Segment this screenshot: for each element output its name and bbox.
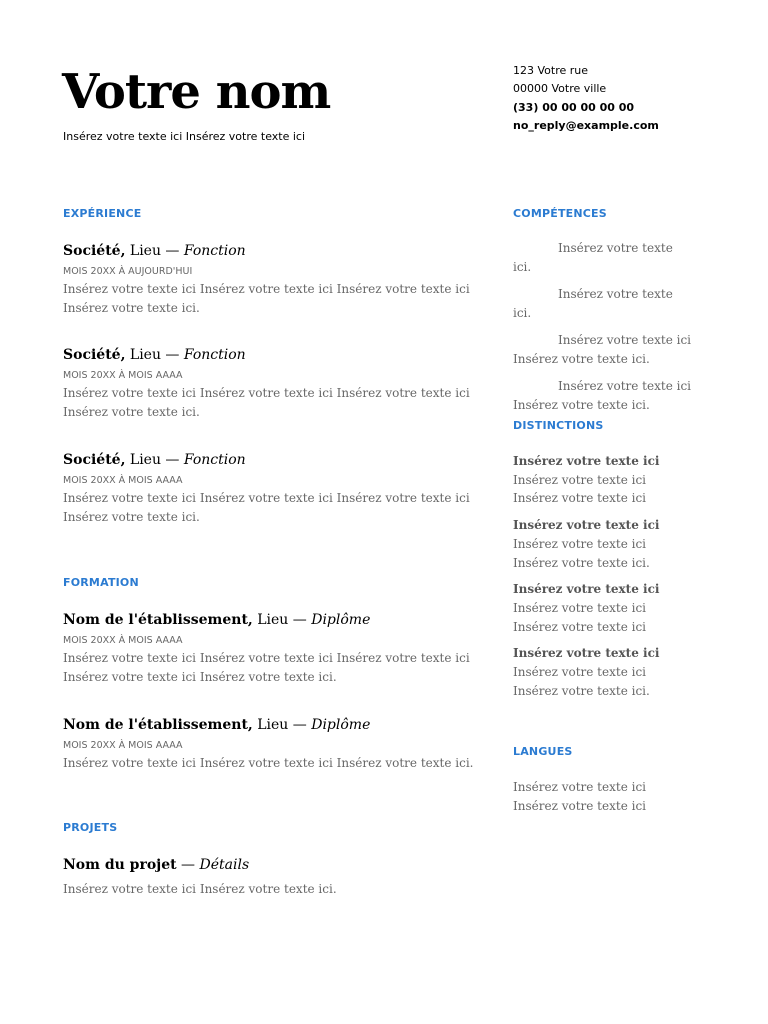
entry-place: Lieu —: [125, 243, 184, 259]
contact-phone: (33) 00 00 00 00 00: [513, 100, 635, 114]
section-heading-awards: DISTINCTIONS: [513, 419, 604, 432]
education-entry: [63, 715, 483, 773]
job-role: Fonction: [183, 243, 246, 259]
award-item: [513, 580, 688, 636]
job-role: Fonction: [183, 347, 246, 363]
awards-list: [513, 452, 688, 708]
contact-email: no_reply@example.com: [513, 119, 659, 133]
award-title: Insérez votre texte ici: [513, 646, 660, 661]
entry-description: Insérez votre texte ici Insérez votre texte ici Insérez votre texte ici Insérez votre texte ici.: [63, 282, 470, 315]
experience-entry: [63, 450, 483, 527]
contact-block: [513, 62, 659, 136]
entry-title: [63, 855, 483, 875]
skills-list: [513, 239, 693, 423]
resume-tagline: Insérez votre texte ici Insérez votre texte ici: [63, 130, 306, 143]
school-name: Nom de l'établissement,: [63, 717, 253, 733]
skill-item: Insérez votre texte ici.: [513, 241, 673, 274]
award-text: Insérez votre texte ici Insérez votre texte ici: [513, 600, 647, 634]
entry-dates: MOIS 20XX À MOIS AAAA: [63, 740, 183, 751]
company-name: Société,: [63, 452, 126, 468]
entry-dates: MOIS 20XX À MOIS AAAA: [63, 475, 183, 486]
languages-block: [513, 778, 688, 816]
award-text: Insérez votre texte ici Insérez votre texte ici.: [513, 536, 650, 570]
entry-description: Insérez votre texte ici Insérez votre texte ici Insérez votre texte ici Insérez votre texte ici.: [63, 386, 470, 419]
entry-description: Insérez votre texte ici Insérez votre texte ici.: [63, 882, 337, 896]
entry-title: [63, 610, 483, 630]
skill-item: Insérez votre texte ici Insérez votre texte ici.: [513, 379, 692, 412]
entry-description: Insérez votre texte ici Insérez votre texte ici Insérez votre texte ici Insérez votre texte ici Insérez votre texte ici.: [63, 651, 470, 684]
award-title: Insérez votre texte ici: [513, 582, 660, 597]
award-item: [513, 452, 688, 508]
experience-entry: [63, 345, 483, 422]
company-name: Société,: [63, 347, 126, 363]
job-role: Fonction: [183, 452, 246, 468]
education-entry: [63, 610, 483, 687]
award-title: Insérez votre texte ici: [513, 518, 660, 533]
entry-dates: MOIS 20XX À MOIS AAAA: [63, 370, 183, 381]
degree-name: Diplôme: [311, 717, 371, 733]
section-heading-skills: COMPÉTENCES: [513, 207, 607, 220]
entry-title: [63, 450, 483, 470]
resume-name: Votre nom: [62, 64, 331, 120]
company-name: Société,: [63, 243, 126, 259]
school-name: Nom de l'établissement,: [63, 612, 253, 628]
award-item: [513, 516, 688, 572]
award-text: Insérez votre texte ici Insérez votre texte ici.: [513, 665, 650, 698]
contact-street: 123 Votre rue: [513, 64, 589, 77]
skill-item: Insérez votre texte ici Insérez votre texte ici.: [513, 333, 692, 366]
entry-place: Lieu —: [125, 347, 184, 363]
entry-dates: MOIS 20XX À MOIS AAAA: [63, 635, 183, 646]
entry-title: [63, 241, 483, 261]
section-heading-experience: EXPÉRIENCE: [63, 207, 142, 220]
contact-city: 00000 Votre ville: [513, 82, 607, 96]
entry-description: Insérez votre texte ici Insérez votre texte ici Insérez votre texte ici Insérez votre texte ici.: [63, 491, 470, 524]
entry-place: Lieu —: [252, 612, 312, 628]
section-heading-languages: LANGUES: [513, 745, 573, 758]
project-entry: [63, 855, 483, 899]
award-item: [513, 644, 688, 700]
award-title: Insérez votre texte ici: [513, 454, 660, 468]
languages-text: Insérez votre texte ici Insérez votre texte ici: [513, 780, 647, 813]
section-heading-projects: PROJETS: [63, 821, 118, 834]
entry-dates: MOIS 20XX À AUJOURD'HUI: [63, 266, 193, 277]
section-heading-education: FORMATION: [63, 576, 139, 589]
entry-title: [63, 715, 483, 735]
project-name: Nom du projet: [63, 857, 177, 873]
skill-item: Insérez votre texte ici.: [513, 287, 673, 320]
entry-place: Lieu —: [252, 717, 312, 733]
entry-separator: —: [176, 857, 200, 873]
project-details: Détails: [199, 857, 250, 873]
entry-place: Lieu —: [125, 452, 184, 468]
entry-title: [63, 345, 483, 365]
experience-entry: [63, 241, 483, 318]
entry-description: Insérez votre texte ici Insérez votre texte ici Insérez votre texte ici.: [63, 756, 474, 770]
award-text: Insérez votre texte ici Insérez votre texte ici: [513, 472, 647, 506]
degree-name: Diplôme: [311, 612, 371, 628]
